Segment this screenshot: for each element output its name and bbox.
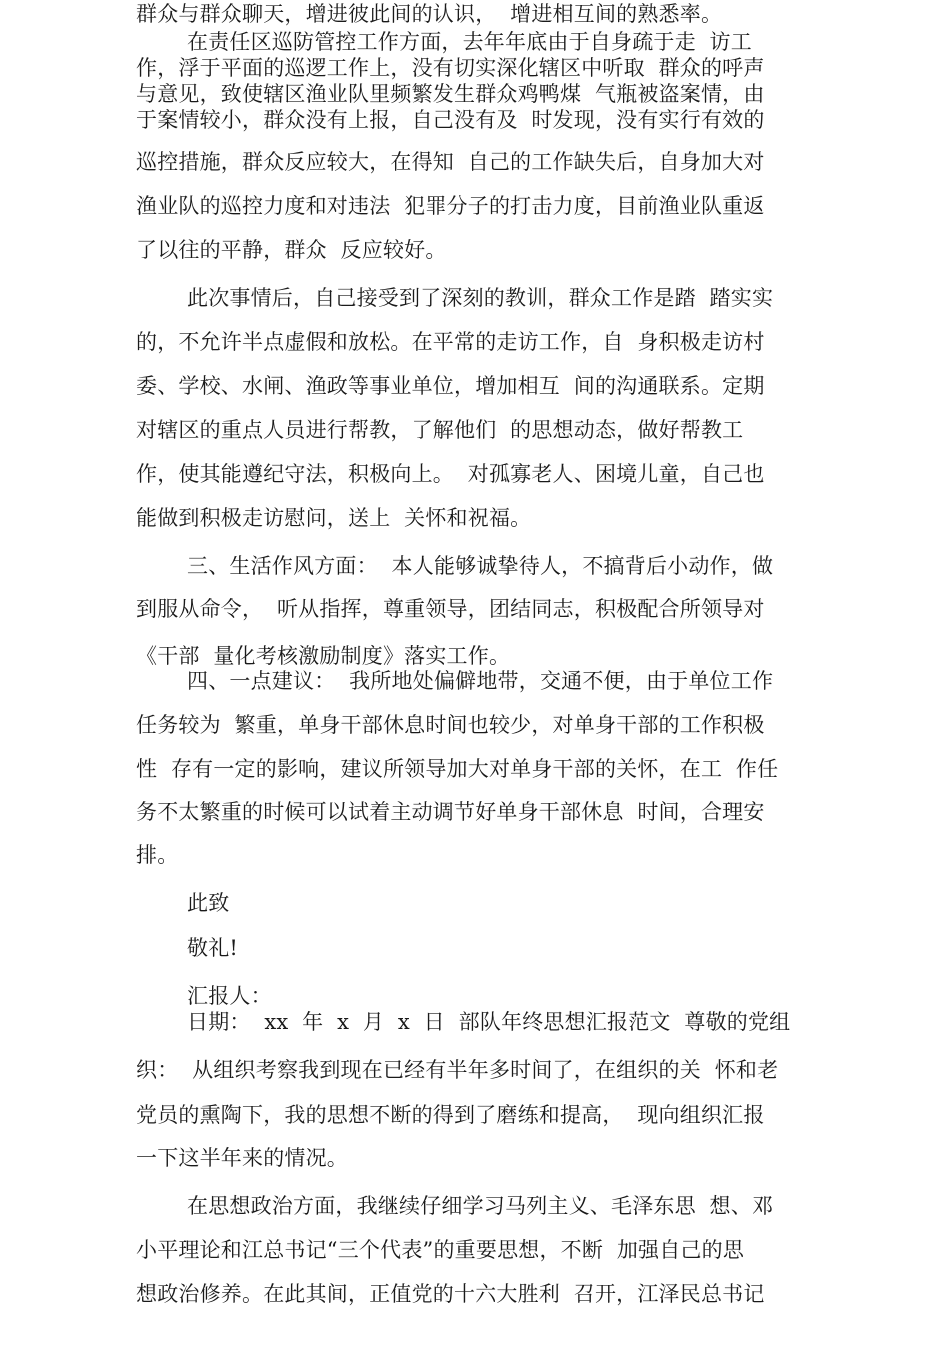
text-line: 巡控措施，群众反应较大，在得知 自己的工作缺失后，自身加大对: [136, 150, 765, 174]
text-line: 到服从命令， 听从指挥，尊重领导，团结同志，积极配合所领导对: [136, 597, 765, 621]
text-line: 《干部 量化考核激励制度》落实工作。: [136, 644, 511, 668]
text-line: 务不太繁重的时候可以试着主动调节好单身干部休息 时间，合理安: [136, 800, 765, 824]
text-line: 了以往的平静，群众 反应较好。: [136, 238, 447, 262]
text-line: 性 存有一定的影响，建议所领导加大对单身干部的关怀，在工 作任: [136, 757, 779, 781]
text-line: 四、一点建议： 我所地处偏僻地带，交通不便，由于单位工作: [187, 669, 774, 693]
text-line: 党员的熏陶下，我的思想不断的得到了磨练和提高， 现向组织汇报: [136, 1103, 765, 1127]
text-line: 作，浮于平面的巡逻工作上，没有切实深化辖区中听取 群众的呼声: [136, 56, 765, 80]
text-line: 排。: [136, 843, 179, 867]
text-line: 想政治修养。在此其间，正值党的十六大胜利 召开，江泽民总书记: [136, 1282, 765, 1306]
text-line: 一下这半年来的情况。: [136, 1146, 348, 1170]
closing-regards: 敬礼!: [187, 936, 239, 960]
text-line: 小平理论和江总书记“三个代表”的重要思想，不断 加强自己的思: [136, 1238, 745, 1262]
closing-salutation: 此致: [187, 891, 230, 915]
text-line: 委、学校、水闸、渔政等事业单位，增加相互 间的沟通联系。定期: [136, 374, 765, 398]
text-line: 三、生活作风方面： 本人能够诚挚待人，不搞背后小动作，做: [187, 554, 774, 578]
reporter-label: 汇报人：: [187, 984, 272, 1008]
text-line: 对辖区的重点人员进行帮教，了解他们 的思想动态，做好帮教工: [136, 418, 744, 442]
text-line: 在思想政治方面，我继续仔细学习马列主义、毛泽东思 想、邓: [187, 1194, 774, 1218]
text-line: 群众与群众聊天，增进彼此间的认识， 增进相互间的熟悉率。: [136, 2, 723, 26]
text-line: 于案情较小，群众没有上报，自己没有及 时发现，没有实行有效的: [136, 108, 765, 132]
text-line: 在责任区巡防管控工作方面，去年年底由于自身疏于走 访工: [187, 30, 752, 54]
text-line: 的，不允许半点虚假和放松。在平常的走访工作，自 身积极走访村: [136, 330, 765, 354]
text-line: 织： 从组织考察我到现在已经有半年多时间了，在组织的关 怀和老: [136, 1058, 779, 1082]
text-line: 此次事情后，自己接受到了深刻的教训，群众工作是踏 踏实实: [187, 286, 774, 310]
text-line: 能做到积极走访慰问，送上 关怀和祝福。: [136, 506, 532, 530]
text-line: 作，使其能遵纪守法，积极向上。 对孤寡老人、困境儿童，自己也: [136, 462, 765, 486]
text-line: 与意见，致使辖区渔业队里频繁发生群众鸡鸭煤 气瓶被盗案情，由: [136, 82, 765, 106]
text-line: 任务较为 繁重，单身干部休息时间也较少，对单身干部的工作积极: [136, 713, 765, 737]
text-line: 渔业队的巡控力度和对违法 犯罪分子的打击力度，目前渔业队重返: [136, 194, 765, 218]
date-line: 日期： xx 年 x 月 x 日 部队年终思想汇报范文 尊敬的党组: [187, 1010, 791, 1034]
